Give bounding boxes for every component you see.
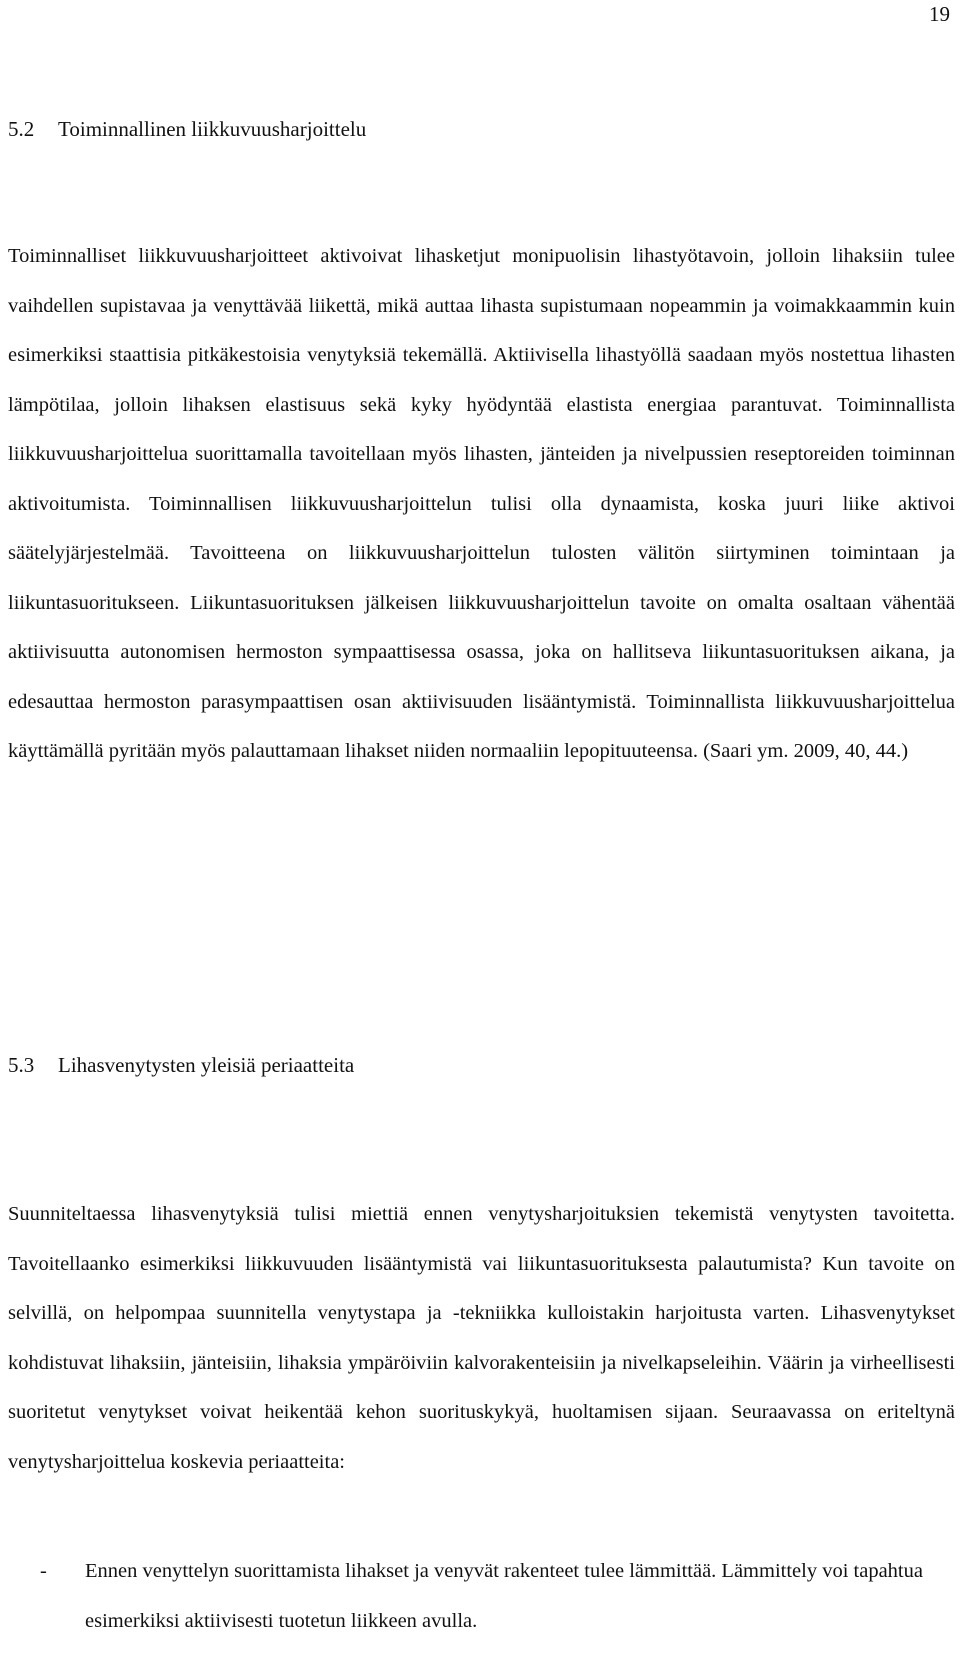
section-title: Toiminnallinen liikkuvuusharjoittelu <box>58 117 367 141</box>
page-number: 19 <box>929 2 950 26</box>
body-paragraph-5-2: Toiminnalliset liikkuvuusharjoitteet aktivoivat lihasketjut monipuolisin lihastyötavoin, jolloin lihaksiin tulee vaihdellen supistavaa ja venyttävää liikettä, mikä auttaa lihasta supistumaan nopeammin ja voimakkaammin kuin esimerkiksi staattisia pitkäkestoisia venytyksiä tekemällä. Aktiivisella lihastyöllä saadaan myös nostettua lihasten lämpötilaa, jolloin lihaksen elastisuus sekä kyky hyödyntää elastista energiaa parantuvat. Toiminnallista liikkuvuusharjoittelua suorittamalla tavoitellaan myös lihasten, jänteiden ja nivelpussien reseptoreiden toiminnan aktivoitumista. Toiminnallisen liikkuvuusharjoittelun tulisi olla dynaamista, koska juuri liike aktivoi säätelyjärjestelmää. Tavoitteena on liikkuvuusharjoittelun tulosten välitön siirtyminen toimintaan ja liikuntasuoritukseen. Liikuntasuorituksen jälkeisen liikkuvuusharjoittelun tavoite on omalta osaltaan vähentää aktiivisuutta autonomisen hermoston sympaattisessa osassa, joka on hallitseva liikuntasuorituksen aikana, ja edesauttaa hermoston parasympaattisen osan aktiivisuuden lisääntymistä. Toiminnallista liikkuvuusharjoittelua käyttämällä pyritään myös palauttamaan lihakset niiden normaaliin lepopituuteensa. (Saari ym. 2009, 40, 44.) <box>8 245 955 762</box>
section-title: Lihasvenytysten yleisiä periaatteita <box>58 1053 355 1077</box>
body-paragraph-5-3: Suunniteltaessa lihasvenytyksiä tulisi miettiä ennen venytysharjoituksien tekemistä venytysten tavoitetta. Tavoitellaanko esimerkiksi liikkuvuuden lisääntymistä vai liikuntasuorituksesta palautumista? Kun tavoite on selvillä, on helpompaa suunnitella venytystapa ja -tekniikka kulloistakin harjoitusta varten. Lihasvenytykset kohdistuvat lihaksiin, jänteisiin, lihaksia ympäröiviin kalvorakenteisiin ja nivelkapseleihin. Väärin ja virheellisesti suoritetut venytykset voivat heikentää kehon suorituskykyä, huoltamisen sijaan. Seuraavassa on eriteltynä venytysharjoittelua koskevia periaatteita: <box>8 1203 955 1473</box>
section-number: 5.3 <box>8 1053 35 1077</box>
list-item <box>8 1547 955 1646</box>
principles-list <box>8 1547 955 1646</box>
section-number: 5.2 <box>8 117 35 141</box>
dash-bullet: - <box>40 1560 47 1582</box>
section-heading-5-3 <box>8 1053 354 1078</box>
section-heading-5-2 <box>8 117 366 142</box>
list-item-text: Ennen venyttelyn suorittamista lihakset ja venyvät rakenteet tulee lämmittää. Lämmittely voi tapahtua esimerkiksi aktiivisesti tuotetun liikkeen avulla. <box>85 1560 923 1632</box>
